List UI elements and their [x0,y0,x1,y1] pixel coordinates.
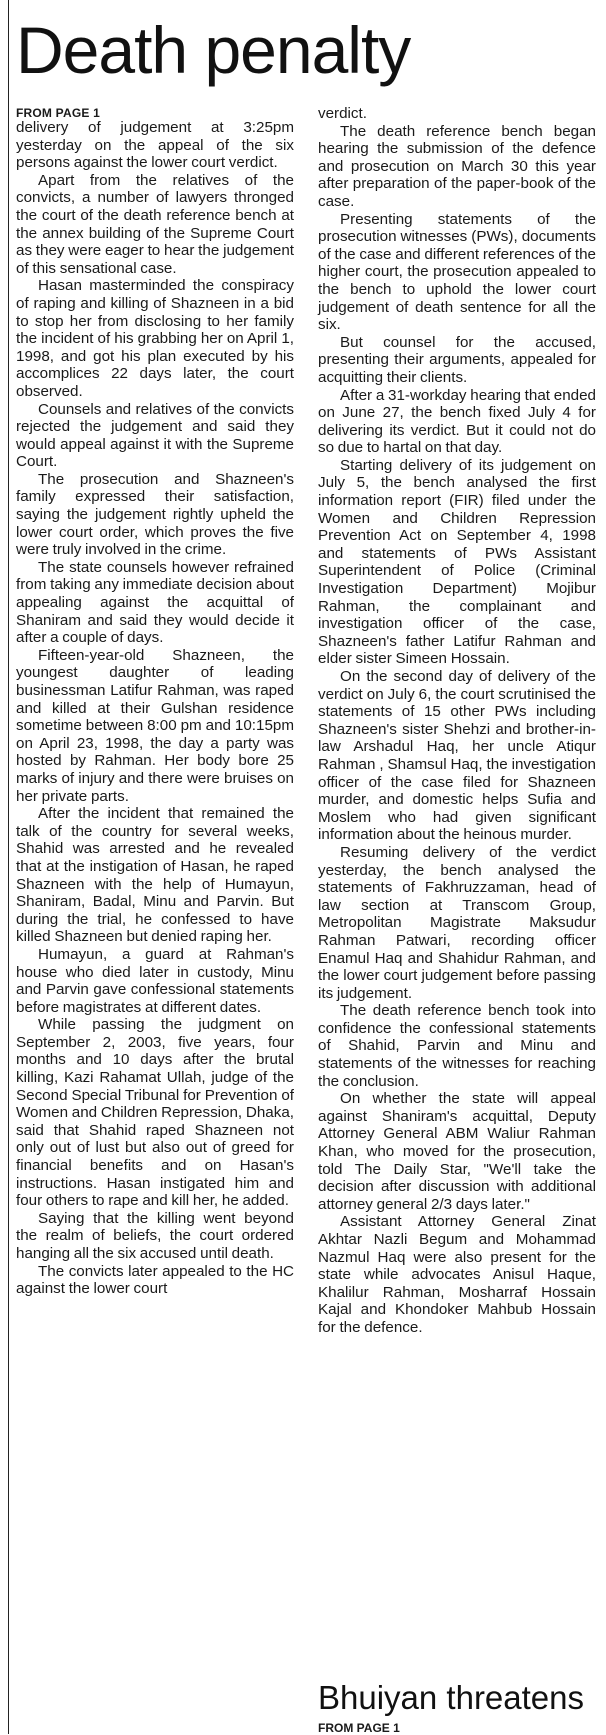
left-column [16,105,294,1298]
right-column [318,105,596,1337]
paragraph: verdict. [318,105,367,122]
paragraph: While passing the judgment on September 2, 2003, five years, four months and 10 days after the brutal killing, Kazi Rahamat Ullah, judge of the Second Special Tribunal for Prevention of Women and Children Repression, Dhaka, said that Shahid raped Shazneen not only out of lust but also out of greed for financial benefits and on Hasan's instructions. Hasan instigated him and four others to rape and kill her, he added. [16,1016,294,1210]
column-rule [8,0,9,1734]
paragraph: Counsels and relatives of the convicts rejected the judgement and said they would appeal against it with the Supreme Court. [16,400,294,471]
paragraph: Apart from the relatives of the convicts, a number of lawyers thronged the court of the death reference bench at the annex building of the Supreme Court as they were eager to hear the judgement of this sensational case. [16,171,294,277]
paragraph: Fifteen-year-old Shazneen, the youngest daughter of leading businessman Latifur Rahman, was raped and killed at their Gulshan residence sometime between 8:00 pm and 10:15pm on April 23, 1998, the day a party was hosted by Rahman. Her body bore 25 marks of injury and there were bruises on her private parts. [16,646,294,805]
paragraph: The prosecution and Shazneen's family expressed their satisfaction, saying the judgement rightly upheld the lower court order, which proves the five were truly involved in the crime. [16,470,294,559]
paragraph: The state counsels however refrained from taking any immediate decision about appealing against the acquittal of Shaniram and said they would decide it after a couple of days. [16,558,294,647]
paragraph: After the incident that remained the talk of the country for several weeks, Shahid was arrested and he revealed that at the instigation of Hasan, he raped Shazneen with the help of Humayun, Shaniram, Badal, Minu and Parvin. But during the trial, he confessed to have killed Shazneen but denied raping her. [16,805,294,946]
paragraph: The convicts later appealed to the HC against the lower court [16,1262,294,1298]
paragraph: Humayun, a guard at Rahman's house who died later in custody, Minu and Parvin gave confessional statements before magistrates at different dates. [16,945,294,1016]
paragraph: Assistant Attorney General Zinat Akhtar Nazli Begum and Mohammad Nazmul Haq were also present for the state while advocates Anisul Haque, Khalilur Rahman, Mosharraf Hossain Kajal and Khondoker Mahbub Hossain for the defence. [318,1213,596,1336]
paragraph: Hasan masterminded the conspiracy of raping and killing of Shazneen in a bid to stop her from disclosing to her family the incident of his grabbing her on April 1, 1998, and got his plan executed by his accomplices 22 days later, the court observed. [16,277,294,400]
paragraph: Resuming delivery of the verdict yesterday, the bench analysed the statements of Fakhruzzaman, head of law section at Transcom Group, Metropolitan Magistrate Maksudur Rahman Patwari, recording officer Enamul Haq and Shahidur Rahman, and the lower court judgement before passing its judgement. [318,843,596,1002]
continued-from-label: FROM PAGE 1 [16,106,100,120]
paragraph: The death reference bench began hearing the submission of the defence and prosecution on March 30 this year after preparation of the paper-book of the case. [318,122,596,210]
paragraph: Saying that the killing went beyond the realm of beliefs, the court ordered hanging all the six accused until death. [16,1209,294,1262]
headline: Death penalty [16,13,411,87]
paragraph: Starting delivery of its judgement on July 5, the bench analysed the first information report (FIR) filed under the Women and Children Repression Prevention Act on September 4, 1998 and statements of PWs Assistant Superintendent of Police (Criminal Investigation Department) Mojibur Rahman, the complainant and investigation officer of the case, Shazneen's father Latifur Rahman and elder sister Simeen Hossain. [318,456,596,668]
paragraph: After a 31-workday hearing that ended on June 27, the bench fixed July 4 for delivering its verdict. But it could not do so due to hartal on that day. [318,386,596,457]
paragraph: Presenting statements of the prosecution witnesses (PWs), documents of the case and different references of the higher court, the prosecution appealed to the bench to uphold the lower court judgement of death sentence for all the six. [318,210,596,334]
next-article-continued-label: FROM PAGE 1 [318,1721,400,1735]
paragraph: The death reference bench took into confidence the confessional statements of Shahid, Parvin and Minu and statements of the witnesses for reaching the conclusion. [318,1002,596,1090]
paragraph: But counsel for the accused, presenting their arguments, appealed for acquitting their clients. [318,333,596,386]
next-article-headline: Bhuiyan threatens [318,1679,585,1716]
paragraph: delivery of judgement at 3:25pm yesterday on the appeal of the six persons against the lower court verdict. [16,119,294,172]
paragraph: On the second day of delivery of the verdict on July 6, the court scrutinised the statements of 15 other PWs including Shazneen's sister Shehzi and brother-in-law Arshadul Haq, her uncle Atiqur Rahman , Shamsul Haq, the investigation officer of the case filed for Shazneen murder, and domestic helps Sufia and Moslem who had given significant information about the heinous murder. [318,668,596,844]
paragraph: On whether the state will appeal against Shaniram's acquittal, Deputy Attorney General ABM Waliur Rahman Khan, who moved for the prosecution, told The Daily Star, "We'll take the decision after discussion with additional attorney general 2/3 days later." [318,1090,596,1213]
